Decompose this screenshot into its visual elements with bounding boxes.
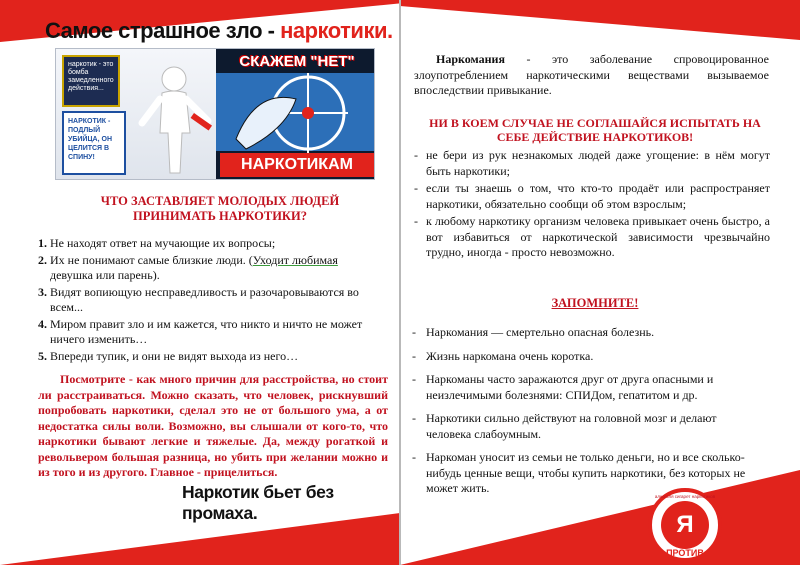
reasons-heading: ЧТО ЗАСТАВЛЯЕТ МОЛОДЫХ ЛЮДЕЙ ПРИНИМАТЬ НАРКОТИКИ? (100, 194, 340, 223)
anti-drug-poster-image (55, 48, 375, 180)
reason-number: 1. (38, 236, 47, 250)
reason-item (38, 236, 383, 251)
poster-slogan-drugs: НАРКОТИКАМ (220, 153, 374, 177)
fact-item: - Жизнь наркомана очень коротка. (412, 349, 757, 365)
definition-text: - это заболевание спровоцированное злоупотреблением наркотическими веществами вызываемое впоследствии привыкание. (414, 52, 769, 97)
advice-item: - если ты знаешь о том, что кто-то продаёт или распространяет наркотики, обязательно сообщи об этом взрослым; (414, 181, 770, 212)
conclusion-paragraph: Посмотрите - как много причин для расстройства, но стоит ли расстраиваться. Можно сказать, что человек, рискнувший попробовать наркотики, сделал это не от большого ума, а от недостатка силы воли. Возможно, вы слышали от кого-то, что наркотики бывают легкие и тяжелые. Да, между рогаткой и револьвером большая разница, но убить при желании можно и из того и из другого. Главное - прицелиться. (38, 372, 388, 479)
reason-number: 3. (38, 285, 47, 299)
reason-text: Видят вопиющую несправедливость и разочаровываются во всем... (50, 285, 359, 314)
slogan-drug-never-misses: Наркотик бьет без промаха. (182, 482, 334, 523)
reasons-list (38, 236, 383, 366)
red-band-top-right (400, 0, 800, 40)
reason-item (38, 317, 383, 347)
page-fold-divider (399, 0, 401, 565)
title-part-2: наркотики. (280, 18, 393, 43)
reason-item (38, 349, 383, 364)
fact-item: - Наркоманы часто заражаются друг от друга опасными и неизлечимыми болезнями: СПИДом, гепатитом и др. (412, 372, 757, 403)
title-part-1: Самое страшное зло - (45, 18, 281, 43)
definition-term: Наркомания (436, 52, 505, 66)
definition-paragraph (414, 52, 769, 99)
advice-item: - не бери из рук незнакомых людей даже угощение: в нём могут быть наркотики; (414, 148, 770, 179)
fact-item: - Наркоман уносит из семьи не только деньги, но и все сколько-нибудь ценные вещи, чтобы купить наркотики, без которых не может жить. (412, 450, 757, 497)
remember-heading: ЗАПОМНИТЕ! (551, 296, 639, 310)
reason-text: Не находят ответ на мучающие их вопросы; (50, 236, 276, 250)
white-figure-syringe-icon (130, 63, 216, 179)
reason-text: Их не понимают самые близкие люди. ( (50, 253, 253, 267)
advice-list (414, 148, 770, 263)
poster-note-top: наркотик - это бомба замедленного действия... (62, 55, 120, 107)
logo-letter: Я (676, 511, 694, 538)
reason-text: Миром правит зло и им кажется, что никто и ничто не может ничего изменить… (50, 317, 363, 346)
poster-slogan-say-no: СКАЖЕМ "НЕТ" (239, 53, 355, 70)
facts-list (412, 325, 757, 505)
reason-number: 4. (38, 317, 47, 331)
warning-heading: НИ В КОЕМ СЛУЧАЕ НЕ СОГЛАШАЙСЯ ИСПЫТАТЬ НА СЕБЕ ДЕЙСТВИЕ НАРКОТИКОВ! (429, 116, 761, 144)
i-am-against-logo-icon (645, 488, 725, 562)
logo-word: ПРОТИВ (666, 548, 704, 558)
reason-text: Впереди тупик, и они не видят выхода из него… (50, 349, 299, 363)
fact-item: - Наркотики сильно действуют на головной мозг и делают человека слабоумным. (412, 411, 757, 442)
advice-item: - к любому наркотику организм человека привыкает очень быстро, а вот избавиться от наркотической зависимости чрезвычайно трудно, иногда - просто невозможно. (414, 214, 770, 261)
page-title (45, 18, 405, 44)
reason-number: 5. (38, 349, 47, 363)
logo-ring-text: алкоголя сигарет наркотиков (654, 494, 716, 499)
reason-text-tail: девушка или парень). (50, 268, 160, 282)
reason-number: 2. (38, 253, 47, 267)
reason-item (38, 253, 383, 283)
reason-text-underlined: Уходит любимая (252, 253, 338, 267)
fact-item: - Наркомания — смертельно опасная болезнь. (412, 325, 757, 341)
poster-note-bottom: НАРКОТИК - ПОДЛЫЙ УБИЙЦА, ОН ЦЕЛИТСЯ В СПИНУ! (62, 111, 126, 175)
reason-item (38, 285, 383, 315)
